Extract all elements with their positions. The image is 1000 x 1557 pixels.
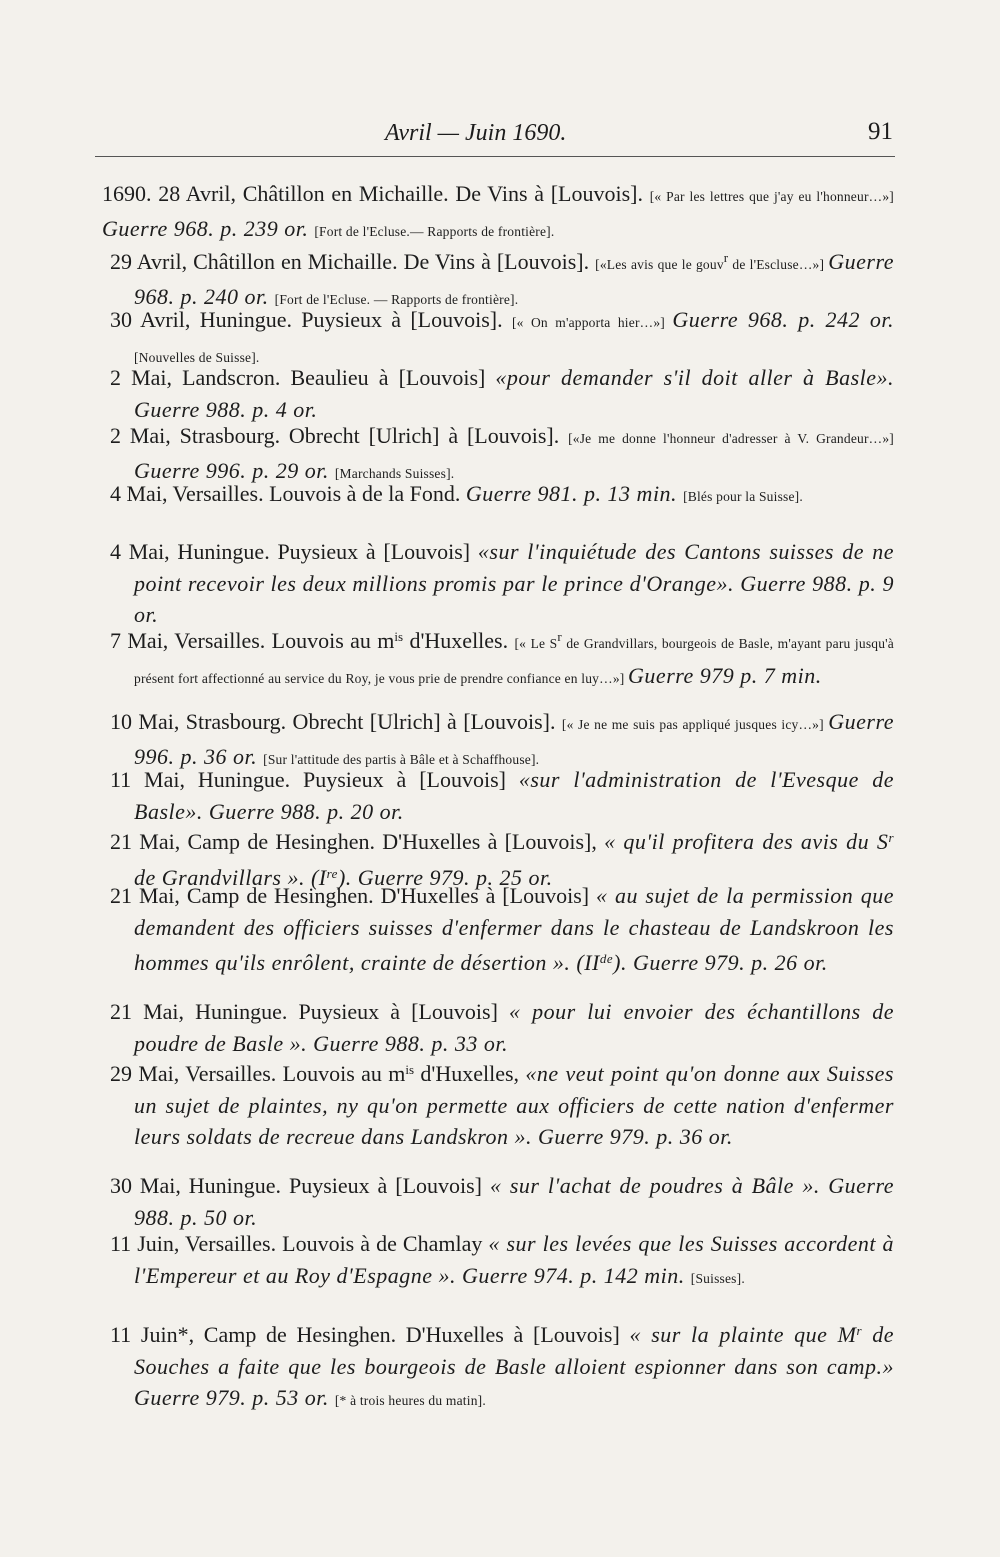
entry-21-mai-landskroon: 21 Mai, Camp de Hesinghen. D'Huxelles à [Louvois] « au sujet de la permission que demandent des officiers suisses d'enfermer dans le chasteau de Landskroon les hommes qu'ils enrôlent, crainte de désertion ». (IIde). Guerre 979. p. 26 or. bbox=[110, 883, 894, 975]
entry-7-mai: 7 Mai, Versailles. Louvois au $m^{is}$ d'Huxelles. [« Le $S^r$ de Grandvillars, bourgeois de Basle, m'ayant paru jusqu'à présent fort affectionné au service du Roy, je vous prie de prendre confiance en luy…»] Guerre 979 p. 7 min. bbox=[110, 628, 894, 688]
entry-21-mai-grandvillars: 21 Mai, Camp de Hesinghen. D'Huxelles à [Louvois], « qu'il profitera des avis du $S^r$ de Grandvillars ». (Ire). Guerre 979. p. 25 or. bbox=[110, 829, 894, 890]
entry-11-juin-versailles: 11 Juin, Versailles. Louvois à de Chamlay « sur les levées que les Suisses accordent à l'Empereur et au Roy d'Espagne ». Guerre 974. p. 142 min. [Suisses]. bbox=[110, 1231, 894, 1288]
entry-4-mai-huningue: 4 Mai, Huningue. Puysieux à [Louvois] «sur l'inquiétude des Cantons suisses de ne point recevoir les deux millions promis par le prince d'Orange». Guerre 988. p. 9 or. bbox=[110, 539, 894, 627]
entry-29-avril: 29 Avril, Châtillon en Michaille. De Vins à [Louvois]. [«Les avis que le gouv$^r$ de l'Escluse…»] Guerre 968. p. 240 or. [Fort de l'Ecluse. — Rapports de frontière]. bbox=[110, 249, 895, 309]
running-title: Avril — Juin 1690. bbox=[385, 120, 567, 146]
entry-30-mai: 30 Mai, Huningue. Puysieux à [Louvois] « sur l'achat de poudres à Bâle ». Guerre 988. p. 50 or. bbox=[110, 1173, 894, 1230]
entry-2-mai-strasbourg: 2 Mai, Strasbourg. Obrecht [Ulrich] à [Louvois]. [«Je me donne l'honneur d'adresser à V. Grandeur…»] Guerre 996. p. 29 or. [Marchands Suisses]. bbox=[110, 423, 894, 483]
page-number: 91 bbox=[868, 118, 893, 145]
entry-4-mai-versailles: 4 Mai, Versailles. Louvois à de la Fond. Guerre 981. p. 13 min. [Blés pour la Suisse]. bbox=[110, 481, 803, 506]
entry-21-mai-huningue: 21 Mai, Huningue. Puysieux à [Louvois] « pour lui envoier des échantillons de poudre de Basle ». Guerre 988. p. 33 or. bbox=[110, 999, 895, 1056]
entry-2-mai-landscron: 2 Mai, Landscron. Beaulieu à [Louvois] «pour demander s'il doit aller à Basle». Guerre 988. p. 4 or. bbox=[110, 365, 895, 422]
entry-10-mai: 10 Mai, Strasbourg. Obrecht [Ulrich] à [Louvois]. [« Je ne me suis pas appliqué jusques icy…»] Guerre 996. p. 36 or. [Sur l'attitude des partis à Bâle et à Schaffhouse]. bbox=[110, 709, 895, 769]
entry-1690-28-avril: 1690. 28 Avril, Châtillon en Michaille. De Vins à [Louvois]. [« Par les lettres que j'ay eu l'honneur…»] Guerre 968. p. 239 or. [Fort de l'Ecluse.— Rapports de frontière]. bbox=[102, 181, 894, 241]
entry-30-avril: 30 Avril, Huningue. Puysieux à [Louvois]. [« On m'apporta hier…»] Guerre 968. p. 242 or. [Nouvelles de Suisse]. bbox=[110, 307, 894, 365]
entry-11-juin-hesinghen: 11 Juin*, Camp de Hesinghen. D'Huxelles à [Louvois] « sur la plainte que $M^r$ de Souches a faite que les bourgeois de Basle alloient espionner dans son camp.» Guerre 979. p. 53 or. [* à trois heures du matin]. bbox=[110, 1322, 895, 1410]
entry-29-mai: 29 Mai, Versailles. Louvois au $m^{is}$ d'Huxelles, «ne veut point qu'on donne aux Suisses un sujet de plaintes, ny qu'on permette aux officiers de cette nation d'enfermer leurs soldats de recreue dans Landskron ». Guerre 979. p. 36 or. bbox=[110, 1061, 894, 1149]
entry-11-mai: 11 Mai, Huningue. Puysieux à [Louvois] «sur l'administration de l'Evesque de Basle». Guerre 988. p. 20 or. bbox=[110, 767, 894, 824]
